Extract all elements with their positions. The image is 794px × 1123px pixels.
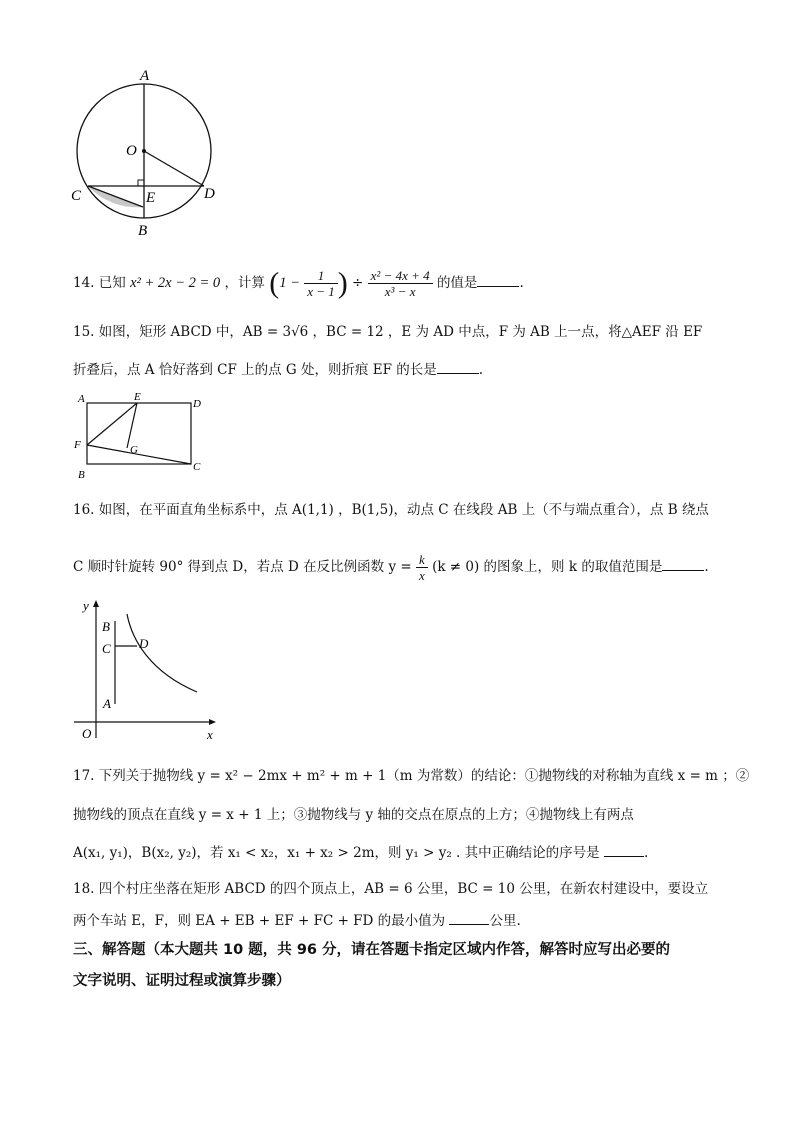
label-a: A <box>140 68 150 84</box>
q14-frac1-num: 1 <box>304 268 338 284</box>
coord-label-b: B <box>102 619 110 634</box>
q18-answer-blank <box>449 910 489 925</box>
label-e: E <box>146 190 156 206</box>
x-axis-arrow <box>209 719 216 725</box>
q15-end: . <box>478 362 484 378</box>
segment-cb <box>88 186 143 207</box>
coord-label-y: y <box>83 598 89 613</box>
label-d: D <box>204 186 215 202</box>
label-b: B <box>138 223 148 239</box>
question-17-line2: 抛物线的顶点在直线 y = x + 1 上；③抛物线与 y 轴的交点在原点的上方；④抛物线上有两点 <box>73 807 634 823</box>
q16-end: . <box>704 559 709 575</box>
rect-label-f: F <box>74 439 81 451</box>
q16-frac <box>416 552 428 583</box>
rect-label-d: D <box>193 398 201 410</box>
rect-label-b: B <box>78 469 85 480</box>
right-angle-mark <box>138 180 144 186</box>
q14-div: ÷ <box>352 275 364 291</box>
label-c: C <box>71 188 82 204</box>
q14-number: 14. 已知 <box>73 275 126 291</box>
q16-text-a: C 顺时针旋转 90° 得到点 D，若点 D 在反比例函数 y = <box>73 559 412 575</box>
q16-text-b: (k ≠ 0) 的图象上，则 k 的取值范围是 <box>432 559 663 575</box>
q14-frac1-den: x − 1 <box>307 284 335 299</box>
q17-end: . <box>643 845 649 861</box>
question-18-line1: 18. 四个村庄坐落在矩形 ABCD 的四个顶点上，AB = 6 公里，BC = 10 公里，在新农村建设中，要设立 <box>73 881 709 897</box>
coord-label-o: O <box>82 726 92 741</box>
q14-paren-right: ) <box>337 266 348 300</box>
q18-text: 两个车站 E，F，则 EA + EB + EF + FC + FD 的最小值为 <box>73 913 446 929</box>
rect-label-a: A <box>78 393 85 405</box>
q16-frac-num: k <box>416 552 428 568</box>
coord-label-c: C <box>102 641 111 656</box>
q15-text: 折叠后，点 A 恰好落到 CF 上的点 G 处，则折痕 EF 的长是 <box>73 362 437 378</box>
coord-label-x: x <box>207 727 213 742</box>
question-14 <box>73 268 524 299</box>
q14-tail: 的值是 <box>436 275 478 291</box>
y-axis-arrow <box>93 600 99 607</box>
q14-frac2-num: x² − 4x + 4 <box>368 268 433 284</box>
question-15-line1: 15. 如图，矩形 ABCD 中，AB = 3√6 ，BC = 12 ，E 为 AD 中点，F 为 AB 上一点，将△AEF 沿 EF <box>73 324 703 340</box>
q16-frac-den: x <box>418 568 425 583</box>
hyperbola-curve <box>127 614 197 692</box>
question-18-line2 <box>73 910 521 931</box>
q17-answer-blank <box>604 842 644 857</box>
q14-frac2 <box>368 268 433 299</box>
q14-answer-blank <box>477 272 519 287</box>
q14-one: 1 − <box>279 275 300 291</box>
q14-condition: x² + 2x − 2 = 0 <box>130 275 221 291</box>
rectangle-figure <box>70 390 210 480</box>
question-16-line2 <box>73 552 709 583</box>
rect-label-e: E <box>134 391 141 403</box>
q15-answer-blank <box>437 359 479 374</box>
circle-figure <box>60 62 230 242</box>
coord-label-d: D <box>139 636 149 651</box>
q18-end: 公里. <box>489 913 521 929</box>
coordinate-figure <box>70 592 220 744</box>
segment-od <box>144 151 204 186</box>
segment-fc <box>87 445 191 464</box>
q14-paren-left: ( <box>269 266 280 300</box>
label-o: O <box>126 143 137 159</box>
section-3-heading-line2: 文字说明、证明过程或演算步骤） <box>73 973 291 989</box>
rect-label-c: C <box>193 461 201 473</box>
q14-mid: ，计算 <box>224 275 265 291</box>
question-15-line2 <box>73 359 483 380</box>
question-17-line1: 17. 下列关于抛物线 y = x² − 2mx + m² + m + 1（m 为常数）的结论：①抛物线的对称轴为直线 x = m ；② <box>73 768 750 784</box>
rect-label-g: G <box>130 444 138 456</box>
q14-end: . <box>519 275 524 291</box>
section-3-heading-line1: 三、解答题（本大题共 10 题，共 96 分，请在答题卡指定区域内作答，解答时应写出必要的 <box>73 942 671 958</box>
q14-frac1 <box>304 268 338 299</box>
coord-label-a: A <box>103 696 111 711</box>
center-dot <box>142 149 146 153</box>
question-17-line3 <box>73 842 648 863</box>
q14-frac2-den: x³ − x <box>384 284 416 299</box>
q16-answer-blank <box>662 556 704 571</box>
question-16-line1: 16. 如图，在平面直角坐标系中，点 A(1,1) ，B(1,5)，动点 C 在线段 AB 上（不与端点重合），点 B 绕点 <box>73 502 709 518</box>
q17-text: A(x₁, y₁)，B(x₂, y₂)，若 x₁ < x₂，x₁ + x₂ > 2m，则 y₁ > y₂ . 其中正确结论的序号是 <box>73 845 600 861</box>
